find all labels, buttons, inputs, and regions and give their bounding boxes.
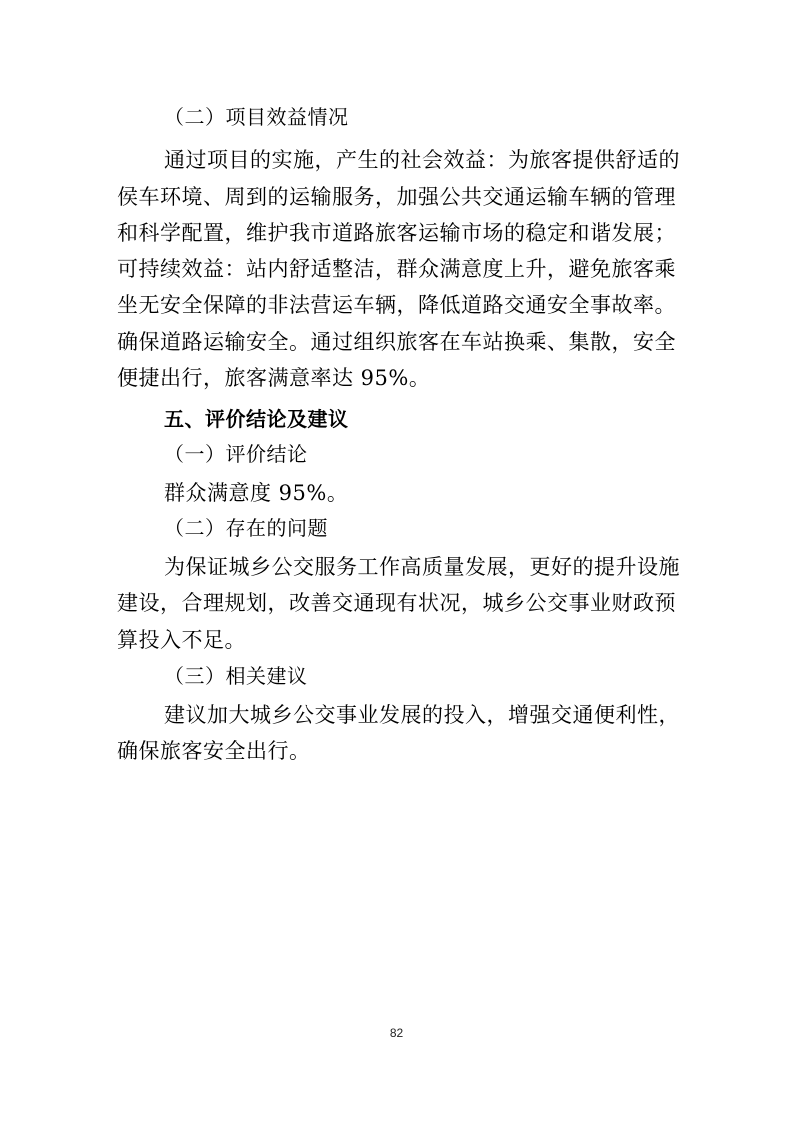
paragraph-line: 为保证城乡公交服务工作高质量发展，更好的提升设施 bbox=[164, 555, 680, 579]
subheading-project-benefits: （二）项目效益情况 bbox=[164, 105, 349, 129]
subheading-issues: （二）存在的问题 bbox=[164, 516, 328, 540]
paragraph-line: 建议加大城乡公交事业发展的投入，增强交通便利性， bbox=[164, 703, 680, 727]
paragraph-line: 通过项目的实施，产生的社会效益：为旅客提供舒适的 bbox=[164, 148, 680, 172]
paragraph-line: 和科学配置，维护我市道路旅客运输市场的稳定和谐发展； bbox=[117, 221, 676, 245]
conclusion-text: 群众满意度 95%。 bbox=[164, 481, 349, 505]
page-number: 82 bbox=[389, 1026, 404, 1040]
subheading-conclusion: （一）评价结论 bbox=[164, 442, 308, 466]
paragraph-line: 建设，合理规划，改善交通现有状况，城乡公交事业财政预 bbox=[117, 591, 676, 615]
paragraph-line: 坐无安全保障的非法营运车辆，降低道路交通安全事故率。 bbox=[117, 293, 676, 317]
paragraph-line: 确保道路运输安全。通过组织旅客在车站换乘、集散，安全 bbox=[117, 330, 676, 354]
paragraph-line: 算投入不足。 bbox=[117, 628, 246, 652]
subheading-recommendations: （三）相关建议 bbox=[164, 664, 308, 688]
paragraph-line: 便捷出行，旅客满意率达 95%。 bbox=[117, 366, 431, 390]
paragraph-line: 侯车环境、周到的运输服务，加强公共交通运输车辆的管理 bbox=[117, 185, 676, 209]
paragraph-line: 确保旅客安全出行。 bbox=[117, 739, 311, 763]
section-heading-conclusion: 五、评价结论及建议 bbox=[164, 407, 349, 431]
paragraph-line: 可持续效益：站内舒适整洁，群众满意度上升，避免旅客乘 bbox=[117, 257, 676, 281]
